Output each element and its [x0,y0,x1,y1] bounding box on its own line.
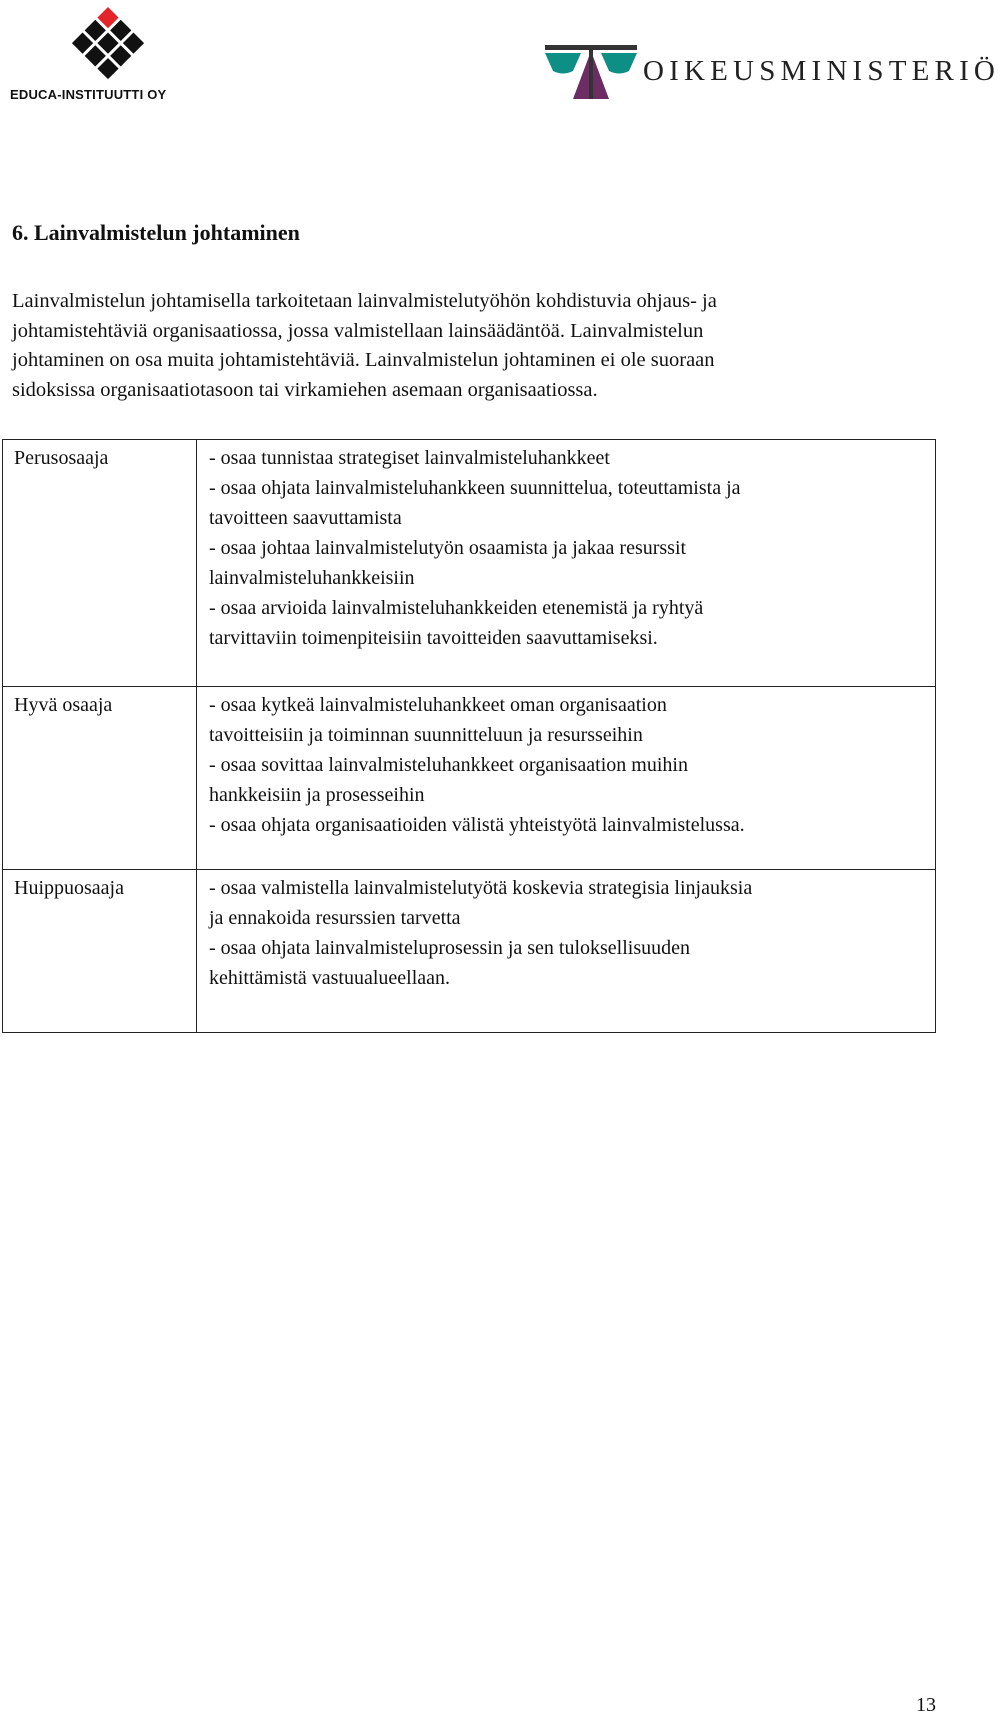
description-line: - osaa tunnistaa strategiset lainvalmisteluhankkeet [209,447,610,469]
description-line: - osaa johtaa lainvalmistelutyön osaamista ja jakaa resurssit [209,537,687,559]
table-row [3,440,936,687]
level-cell: Hyvä osaaja [3,687,197,870]
description-line: hankkeisiin ja prosesseihin [209,784,425,806]
description-cell [197,687,936,870]
description-line: - osaa ohjata lainvalmisteluhankkeen suunnittelua, toteuttamista ja [209,477,741,499]
description-line: ja ennakoida resurssien tarvetta [209,907,461,929]
description-line: tavoitteen saavuttamista [209,507,402,529]
description-cell [197,440,936,687]
level-cell: Huippuosaaja [3,870,197,1033]
description-line: - osaa sovittaa lainvalmisteluhankkeet organisaation muihin [209,754,688,776]
description-line: - osaa arvioida lainvalmisteluhankkeiden etenemistä ja ryhtyä [209,597,704,619]
description-line: - osaa valmistella lainvalmistelutyötä koskevia strategisia linjauksia [209,877,753,899]
table-row [3,870,936,1033]
description-line: - osaa ohjata lainvalmisteluprosessin ja sen tuloksellisuuden [209,937,691,959]
intro-paragraph [12,287,942,405]
oikeusministerio-scales-logo-icon [543,43,639,101]
educa-logo-text: EDUCA-INSTITUUTTI OY [10,87,167,102]
page-number: 13 [916,1694,936,1716]
competence-table [2,439,936,1033]
intro-line: johtaminen on osa muita johtamistehtäviä. Lainvalmistelun johtaminen ei ole suoraan [12,349,715,371]
intro-line: johtamistehtäviä organisaatiossa, jossa valmistellaan lainsäädäntöä. Lainvalmistelun [12,319,704,342]
description-line: kehittämistä vastuualueellaan. [209,967,451,989]
level-cell: Perusosaaja [3,440,197,687]
description-cell [197,870,936,1033]
description-line: - osaa kytkeä lainvalmisteluhankkeet oman organisaation [209,694,667,716]
intro-line: sidoksissa organisaatiotasoon tai virkamiehen asemaan organisaatiossa. [12,378,598,401]
description-line: - osaa ohjata organisaatioiden välistä yhteistyötä lainvalmistelussa. [209,814,745,836]
description-line: tavoitteisiin ja toiminnan suunnitteluun ja resursseihin [209,724,643,746]
table-row [3,687,936,870]
description-line: lainvalmisteluhankkeisiin [209,567,415,589]
educa-logo [10,2,200,102]
section-title: 6. Lainvalmistelun johtaminen [12,220,300,245]
description-line: tarvittaviin toimenpiteisiin tavoitteiden saavuttamiseksi. [209,627,658,649]
oikeusministerio-logo-text: OIKEUSMINISTERIÖ [643,55,1000,87]
educa-diamond-logo-icon [66,2,150,80]
intro-line: Lainvalmistelun johtamisella tarkoitetaan lainvalmistelutyöhön kohdistuvia ohjaus- ja [12,290,717,312]
oikeusministerio-logo [543,43,1000,103]
